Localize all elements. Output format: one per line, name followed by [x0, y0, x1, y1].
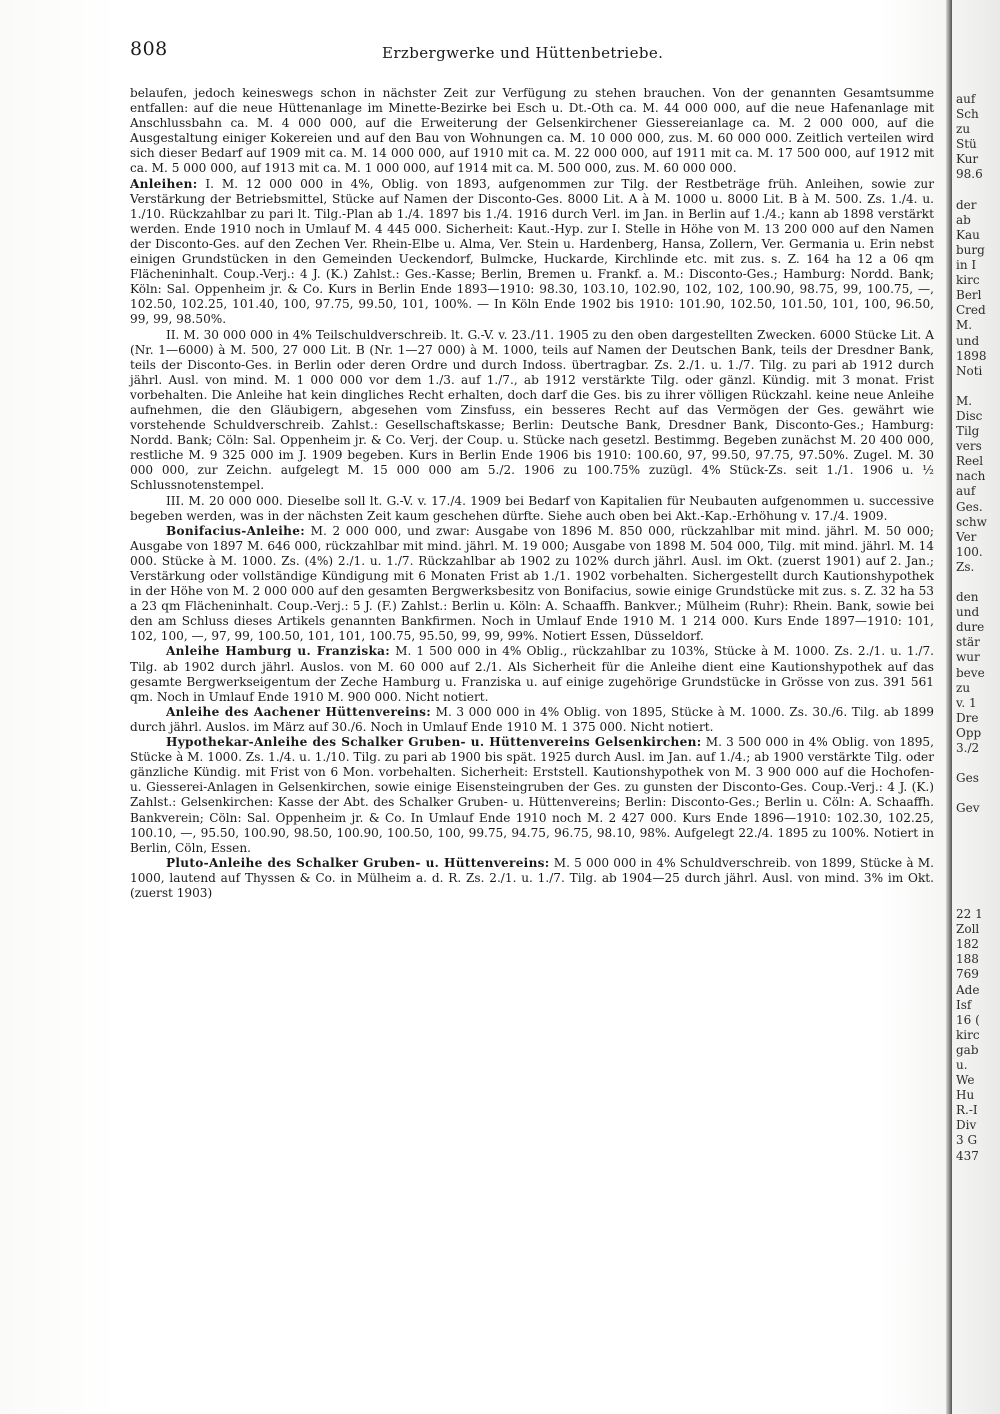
paragraph-text: M. 5 000 000 in 4% Schuldverschreib. von 1899, Stücke à M. 1000, lautend auf Thyssen & Co. in Mülheim a. d. R. Zs. 2./1. u. 1./7. Tilg. ab 1904—25 durch jährl. Ausl. von mind. 3% im Okt. (zuerst 1903): [130, 855, 934, 900]
paragraph: [130, 856, 934, 901]
paragraph: [130, 644, 934, 704]
paragraph-text: M. 2 000 000, und zwar: Ausgabe von 1896 M. 850 000, rückzahlbar mit mind. jährl. M. 50 000; Ausgabe von 1897 M. 646 000, rückzahlbar mit mind. jährl. M. 19 000; Ausgabe von 1898 M. 504 000, Tilg. mit mind. jährl. M. 14 000. Stücke à M. 1000. Zs. (4%) 2./1. u. 1./7. Rückzahlbar ab 1902 zu 102% durch jährl. Ausl. im Okt. (zuerst 1901) auf 2. Jan.; Verstärkung oder vollständige Kündigung mit 6 Monaten Frist ab 1./1. 1902 vorbehalten. Sichergestellt durch Kautionshypothek in der Höhe von M. 2 000 000 auf den gesamten Bergwerksbesitz von Bonifacius, sowie einige Grundstücke mit zus. s. Z. 32 ha 53 a 23 qm Flächeninhalt. Coup.-Verj.: 5 J. (F.) Zahlst.: Berlin u. Köln: A. Schaaffh. Bankver.; Mülheim (Ruhr): Rhein. Bank, sowie bei den am Schluss dieses Artikels genannten Bankfirmen. Noch in Umlauf Ende 1910 M. 1 214 000. Kurs Ende 1897—1910: 101, 102, 100, —, 97, 99, 100.50, 101, 101, 100.75, 95.50, 99, 99, 99%. Notiert Essen, Düsseldorf.: [130, 523, 934, 644]
facing-page-fragment: M.: [956, 318, 973, 333]
facing-page-fragment: Stü: [956, 137, 977, 152]
facing-page-fragment: 3 G: [956, 1133, 978, 1148]
facing-page-fragment: nach: [956, 469, 986, 484]
facing-page-fragment: Noti: [956, 363, 983, 378]
paragraph-heading: Hypothekar-Anleihe des Schalker Gruben- u. Hüttenvereins Gelsenkirchen:: [166, 735, 702, 750]
facing-page-fragment: Sch: [956, 107, 979, 122]
facing-page-fragment: Gev: [956, 801, 980, 816]
facing-page-fragment: Isf: [956, 997, 972, 1012]
facing-page-fragment: Zoll: [956, 922, 980, 937]
paragraph-heading: Anleihen:: [130, 176, 198, 191]
facing-page-fragment: [956, 817, 1000, 832]
paragraph: [130, 705, 934, 735]
paragraph: [130, 177, 934, 328]
facing-page-fragment: zu: [956, 122, 971, 137]
paragraph: [130, 735, 934, 856]
facing-page-fragment: vers: [956, 439, 982, 454]
facing-page-fragment: schw: [956, 514, 987, 529]
facing-page-fragment: Ges.: [956, 499, 983, 514]
facing-page-fragment: 98.6: [956, 167, 983, 182]
facing-page-fragment: und: [956, 605, 980, 620]
facing-page-fragment: auf: [956, 484, 976, 499]
facing-page-fragment: Kau: [956, 227, 980, 242]
facing-page-fragment: Opp: [956, 725, 982, 740]
facing-page-fragment: burg: [956, 242, 985, 257]
facing-page-fragment: 769: [956, 967, 979, 982]
facing-page-fragment: 16 (: [956, 1012, 980, 1027]
facing-page-fragment: kirc: [956, 1027, 980, 1042]
facing-page-fragment: 3./2: [956, 741, 980, 756]
paragraph: [130, 524, 934, 645]
facing-page-fragment: Kur: [956, 152, 979, 167]
paragraph: [130, 86, 934, 177]
facing-page-fragment: der: [956, 197, 977, 212]
facing-page-fragment: beve: [956, 665, 985, 680]
facing-page-bleed: [956, 92, 1000, 1164]
facing-page-fragment: zu: [956, 680, 971, 695]
facing-page-fragment: Zs.: [956, 559, 975, 574]
paragraph-text: M. 1 500 000 in 4% Oblig., rückzahlbar zu 103%, Stücke à M. 1000. Zs. 2./1. u. 1./7. Tilg. ab 1902 durch jährl. Auslos. von M. 60 000 auf 2./1. Als Sicherheit für die Anleihe dient eine Kautionshypothek auf das gesamte Bergwerkseigentum der Zeche Hamburg u. Franziska u. auf einige zugehörige Grundstücke in Grösse von zus. 391 561 qm. Noch in Umlauf Ende 1910 M. 900 000. Nicht notiert.: [130, 644, 934, 704]
facing-page-fragment: [956, 832, 1000, 847]
facing-page-fragment: stär: [956, 635, 980, 650]
facing-page-fragment: 437: [956, 1148, 979, 1163]
page-gutter-shadow: [946, 0, 952, 1414]
facing-page-fragment: Reel: [956, 454, 984, 469]
facing-page-fragment: u.: [956, 1058, 968, 1072]
facing-page-fragment: 188: [956, 952, 979, 967]
facing-page-fragment: [956, 756, 1000, 771]
facing-page-fragment: [956, 575, 1000, 590]
facing-page-fragment: und: [956, 333, 980, 348]
facing-page-fragment: [956, 892, 1000, 907]
page-number: 808: [130, 38, 168, 60]
facing-page-fragment: den: [956, 590, 979, 605]
facing-page-fragment: M.: [956, 393, 973, 408]
facing-page-fragment: Ges: [956, 771, 979, 786]
paragraph-text: M. 3 000 000 in 4% Oblig. von 1895, Stücke à M. 1000. Zs. 30./6. Tilg. ab 1899 durch jährl. Auslos. im März auf 30./6. Noch in Umlauf Ende 1910 M. 1 375 000. Nicht notiert.: [130, 704, 934, 734]
facing-page-fragment: Tilg: [956, 424, 980, 439]
facing-page-fragment: Ver: [956, 529, 977, 544]
facing-page-fragment: auf: [956, 92, 976, 106]
facing-page-fragment: 182: [956, 937, 979, 952]
facing-page-fragment: We: [956, 1073, 975, 1088]
paragraph: [130, 328, 934, 494]
paragraph-text: II. M. 30 000 000 in 4% Teilschuldverschreib. lt. G.-V. v. 23./11. 1905 zu den oben dargestellten Zwecken. 6000 Stücke Lit. A (Nr. 1—6000) à M. 500, 27 000 Lit. B (Nr. 1—27 000) à M. 1000, teils auf Namen der Deutschen Bank, teils der Dresdner Bank, teils der Disconto-Ges. in Berlin oder deren Ordre und durch Indoss. übertragbar. Zs. 2./1. u. 1./7. Tilg. zu pari ab 1912 durch jährl. Ausl. von mind. M. 1 000 000 vor dem 1./3. auf 1./7., ab 1912 verstärkte Tilg. oder gänzl. Kündig. mit 3 monat. Frist vorbehalten. Die Anleihe hat kein dingliches Recht erhalten, doch darf die Ges. bis zu ihrer völligen Rückzahl. keine neue Anleihe aufnehmen, die den Gläubigern, abgesehen vom Zinsfuss, ein besseres Recht auf das Vermögen der Ges. gewährt wie vorstehende Schuldverschreib. Zahlst.: Gesellschaftskasse; Berlin: Deutsche Bank, Dresdner Bank, Disconto-Ges.; Hamburg: Nordd. Bank; Cöln: Sal. Oppenheim jr. & Co. Verj. der Coup. u. Stücke nach gesetzl. Bestimmg. Begeben zunächst M. 20 400 000, restliche M. 9 325 000 im J. 1909 begeben. Kurs in Berlin Ende 1906 bis 1910: 100.60, 97, 99.50, 97.75, 97.50%. Zugel. M. 30 000 000, zur Zeichn. aufgelegt M. 15 000 000 am 5./2. 1906 zu 100.75% zuzügl. 4% Stück-Zs. seit 1./1. 1906 u. ½ Schlussnotenstempel.: [130, 327, 934, 493]
facing-page-fragment: in I: [956, 258, 977, 273]
facing-page-fragment: [956, 862, 1000, 877]
facing-page-fragment: 22 1: [956, 907, 983, 922]
facing-page-fragment: 1898: [956, 348, 987, 363]
paragraph-heading: Anleihe Hamburg u. Franziska:: [166, 644, 391, 659]
facing-page-fragment: Berl: [956, 288, 982, 303]
paragraph: [130, 494, 934, 524]
facing-page-fragment: [956, 877, 1000, 892]
facing-page-fragment: Disc: [956, 408, 983, 423]
facing-page-fragment: Cred: [956, 303, 986, 318]
paragraph-text: M. 3 500 000 in 4% Oblig. von 1895, Stücke à M. 1000. Zs. 1./4. u. 1./10. Tilg. zu pari ab 1900 bis spät. 1925 durch Ausl. im Jan. auf 1./4.; ab 1900 verstärkte Tilg. oder gänzliche Kündig. mit Frist von 6 Mon. vorbehalten. Sicherheit: Erststell. Kautionshypothek von M. 3 900 000 auf die Hochofen- u. Giesserei-Anlagen in Gelsenkirchen, sowie einige Eisensteingruben der Ges. zu gunsten der Disconto-Ges. Coup.-Verj.: 4 J. (K.) Zahlst.: Gelsenkirchen: Kasse der Abt. des Schalker Gruben- u. Hüttenvereins; Berlin: Disconto-Ges.; Berlin u. Cöln: A. Schaaffh. Bankverein; Cöln: Sal. Oppenheim jr. & Co. In Umlauf Ende 1910 noch M. 2 427 000. Kurs Ende 1896—1910: 102.30, 102.25, 100.10, —, 95.50, 100.90, 98.50, 100.90, 100.50, 100, 99.75, 94.75, 96.75, 98.10, 98%. Aufgelegt 22./4. 1895 zu 100%. Notiert in Berlin, Cöln, Essen.: [130, 735, 934, 855]
paragraph-text: I. M. 12 000 000 in 4%, Oblig. von 1893, aufgenommen zur Tilg. der Restbeträge früh. Anleihen, sowie zur Verstärkung der Betriebsmittel, Stücke auf Namen der Disconto-Ges. 8000 Lit. A à M. 1000 u. 8000 Lit. B à M. 500. Zs. 1./4. u. 1./10. Rückzahlbar zu pari lt. Tilg.-Plan ab 1./4. 1897 bis 1./4. 1916 durch Verl. im Jan. in Berlin auf 1./4.; kann ab 1898 verstärkt werden. Ende 1910 noch in Umlauf M. 4 445 000. Sicherheit: Kaut.-Hyp. zur I. Stelle in Höhe von M. 13 200 000 auf den Namen der Disconto-Ges. auf den Zechen Ver. Rhein-Elbe u. Alma, Ver. Stein u. Hardenberg, Hansa, Zollern, Ver. Germania u. Erin nebst einigen Grundstücken in den Gemeinden Ueckendorf, Bulmcke, Huckarde, Kirchlinde etc. mit zus. s. Z. 164 ha 12 a 06 qm Flächeninhalt. Coup.-Verj.: 4 J. (K.) Zahlst.: Ges.-Kasse; Berlin, Bremen u. Frankf. a. M.: Disconto-Ges.; Hamburg: Nordd. Bank; Köln: Sal. Oppenheim jr. & Co. Kurs in Berlin Ende 1893—1910: 98.30, 103.10, 102.90, 102, 102, 100.90, 98.75, 99, 100.75, —, 102.50, 102.25, 101.40, 100, 97.75, 99.50, 101, 100%. — In Köln Ende 1902 bis 1910: 101.90, 102.50, 101.50, 101, 100, 96.50, 99, 99, 98.50%.: [130, 176, 934, 327]
body-text: [130, 86, 934, 901]
facing-page-fragment: 100.: [956, 544, 983, 559]
facing-page-fragment: Div: [956, 1118, 977, 1133]
facing-page-fragment: [956, 183, 1000, 198]
paragraph-heading: Anleihe des Aachener Hüttenvereins:: [166, 704, 432, 719]
facing-page-fragment: R.-I: [956, 1103, 978, 1118]
facing-page-fragment: [956, 379, 1000, 394]
facing-page-fragment: ab: [956, 212, 971, 227]
facing-page-fragment: [956, 786, 1000, 801]
paragraph-heading: Pluto-Anleihe des Schalker Gruben- u. Hüttenvereins:: [166, 855, 550, 870]
facing-page-fragment: [956, 847, 1000, 862]
facing-page-fragment: v. 1: [956, 695, 977, 710]
paragraph-heading: Bonifacius-Anleihe:: [166, 523, 306, 538]
paragraph-text: belaufen, jedoch keineswegs schon in nächster Zeit zur Verfügung zu stehen brauchen. Von der genannten Gesamtsumme entfallen: auf die neue Hüttenanlage im Minette-Bezirke bei Esch u. Dt.-Oth ca. M. 44 000 000, auf die neue Hafenanlage mit Anschlussbahn ca. M. 4 000 000, auf die Erweiterung der Gelsenkirchener Giessereianlage ca. M. 2 000 000, auf die Ausgestaltung einiger Kokereien und auf den Bau von Wohnungen ca. M. 10 000 000, zus. M. 60 000 000. Zeitlich verteilen wird sich dieser Bedarf auf 1909 mit ca. M. 14 000 000, auf 1910 mit ca. M. 22 000 000, auf 1911 mit ca. M. 17 500 000, auf 1912 mit ca. M. 5 000 000, auf 1913 mit ca. M. 1 000 000, auf 1914 mit ca. M. 500 000, zus. M. 60 000 000.: [130, 86, 934, 176]
paragraph-text: III. M. 20 000 000. Dieselbe soll lt. G.-V. v. 17./4. 1909 bei Bedarf von Kapitalien für Neubauten aufgenommen u. successive begeben werden, was in der nächsten Zeit kaum geschehen dürfte. Siehe auch oben bei Akt.-Kap.-Erhöhung v. 17./4. 1909.: [130, 493, 934, 523]
facing-page-fragment: Dre: [956, 710, 979, 725]
running-head: Erzbergwerke und Hüttenbetriebe.: [382, 44, 664, 62]
facing-page-fragment: dure: [956, 620, 985, 635]
facing-page-fragment: wur: [956, 650, 980, 665]
facing-page-fragment: Hu: [956, 1088, 975, 1103]
facing-page-fragment: kirc: [956, 273, 980, 288]
facing-page-fragment: Ade: [956, 982, 980, 997]
facing-page-fragment: gab: [956, 1042, 979, 1057]
